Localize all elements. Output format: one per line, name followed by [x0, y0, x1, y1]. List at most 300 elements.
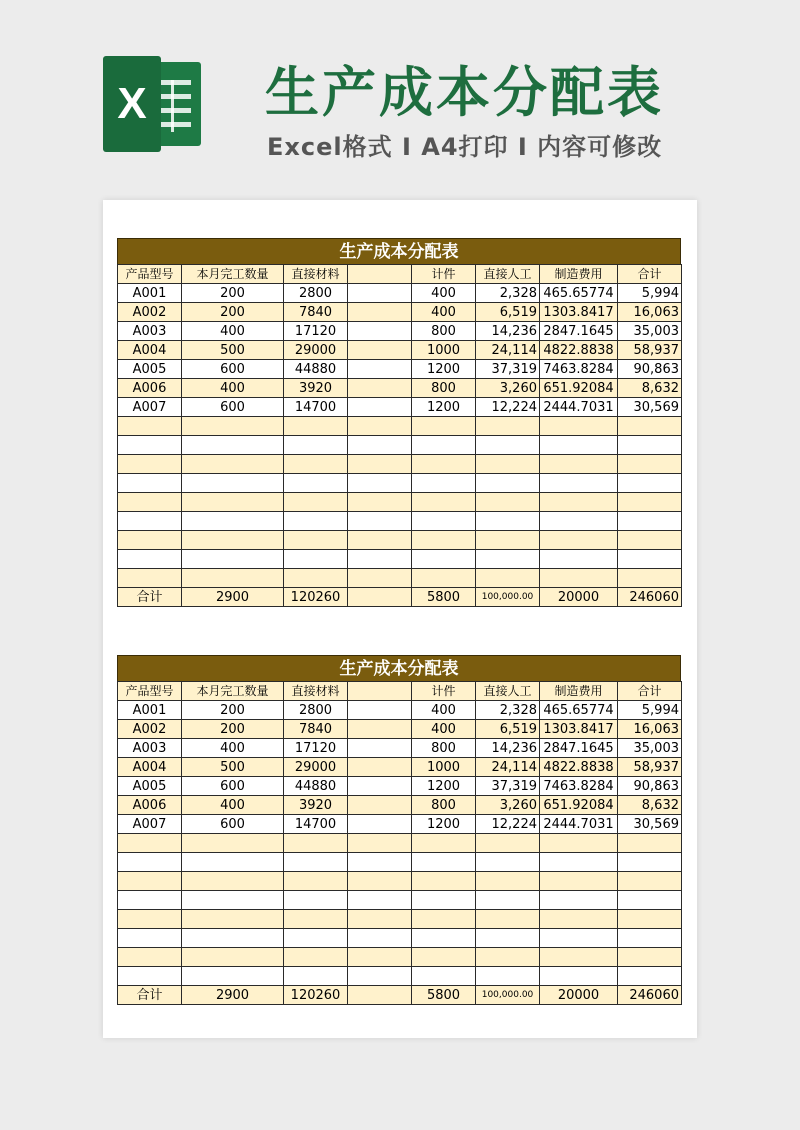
table-cell[interactable]	[348, 455, 412, 474]
table-cell[interactable]	[348, 322, 412, 341]
table-cell[interactable]: 合计	[118, 986, 182, 1005]
table-cell[interactable]	[476, 436, 540, 455]
table-cell[interactable]	[284, 455, 348, 474]
table-cell[interactable]: 90,863	[618, 777, 682, 796]
table-cell[interactable]	[476, 550, 540, 569]
table-cell[interactable]: 1200	[412, 777, 476, 796]
table-cell[interactable]: A002	[118, 303, 182, 322]
table-cell[interactable]	[348, 834, 412, 853]
table-row-empty	[118, 872, 682, 891]
table-cell[interactable]: 400	[412, 284, 476, 303]
table-cell[interactable]: 29000	[284, 341, 348, 360]
table-cell[interactable]	[540, 512, 618, 531]
table-cell[interactable]	[618, 474, 682, 493]
table-cell[interactable]	[618, 948, 682, 967]
table-cell[interactable]	[348, 398, 412, 417]
table-cell[interactable]: A003	[118, 322, 182, 341]
table-cell[interactable]	[618, 891, 682, 910]
table-cell[interactable]	[476, 910, 540, 929]
table-cell[interactable]: 651.92084	[540, 796, 618, 815]
table-cell[interactable]: 直接人工	[476, 265, 540, 284]
table-cell[interactable]: 7840	[284, 720, 348, 739]
table-cell[interactable]: 1200	[412, 398, 476, 417]
table-cell[interactable]: 44880	[284, 360, 348, 379]
table-cell[interactable]	[476, 569, 540, 588]
table-row-empty	[118, 891, 682, 910]
table-cell[interactable]: 465.65774	[540, 701, 618, 720]
table-row-empty	[118, 948, 682, 967]
table-cell[interactable]: 200	[182, 720, 284, 739]
table-cell[interactable]	[618, 417, 682, 436]
table-cell[interactable]	[182, 872, 284, 891]
table-cell[interactable]	[284, 512, 348, 531]
table-cell[interactable]: 800	[412, 739, 476, 758]
table-cell[interactable]	[118, 436, 182, 455]
excel-x-badge: X	[103, 56, 161, 152]
table-cell[interactable]	[118, 967, 182, 986]
table-cell[interactable]	[348, 474, 412, 493]
table-cell[interactable]	[182, 891, 284, 910]
table-cell[interactable]	[618, 967, 682, 986]
table-cell[interactable]	[284, 853, 348, 872]
table-cell[interactable]	[540, 910, 618, 929]
table-cell[interactable]	[618, 929, 682, 948]
table-cell[interactable]: 合计	[618, 265, 682, 284]
table-cell[interactable]: 直接材料	[284, 265, 348, 284]
table-cell[interactable]	[182, 569, 284, 588]
table-cell[interactable]: 3920	[284, 379, 348, 398]
table-cell[interactable]: 246060	[618, 986, 682, 1005]
table-cell[interactable]	[476, 853, 540, 872]
table-cell[interactable]: 制造费用	[540, 265, 618, 284]
table-cell[interactable]: 44880	[284, 777, 348, 796]
table-cell[interactable]	[284, 550, 348, 569]
table-cell[interactable]: 37,319	[476, 777, 540, 796]
table-cell[interactable]	[284, 436, 348, 455]
table-cell[interactable]	[348, 588, 412, 607]
table-cell[interactable]	[540, 550, 618, 569]
table-cell[interactable]	[348, 777, 412, 796]
table-cell[interactable]	[348, 265, 412, 284]
table-cell[interactable]	[540, 834, 618, 853]
table-cell[interactable]	[348, 758, 412, 777]
table-cell[interactable]	[348, 493, 412, 512]
table-cell[interactable]	[284, 948, 348, 967]
table-cell[interactable]: 17120	[284, 739, 348, 758]
table-cell[interactable]	[618, 910, 682, 929]
table-cell[interactable]: 4822.8838	[540, 341, 618, 360]
table-cell[interactable]	[412, 967, 476, 986]
table-cell[interactable]	[412, 853, 476, 872]
table-cell[interactable]: 合计	[118, 588, 182, 607]
table-cell[interactable]	[348, 379, 412, 398]
table-cell[interactable]: 30,569	[618, 398, 682, 417]
table-cell[interactable]	[284, 569, 348, 588]
table-cell[interactable]: 200	[182, 303, 284, 322]
table-cell[interactable]: 14,236	[476, 322, 540, 341]
table-cell[interactable]	[348, 910, 412, 929]
table-cell[interactable]: 35,003	[618, 322, 682, 341]
table-cell[interactable]	[348, 303, 412, 322]
table-cell[interactable]: 651.92084	[540, 379, 618, 398]
table-cell[interactable]	[284, 417, 348, 436]
table-cell[interactable]: 800	[412, 379, 476, 398]
table-cell[interactable]	[476, 834, 540, 853]
table-cell[interactable]	[412, 910, 476, 929]
table-cell[interactable]	[618, 853, 682, 872]
table-cell[interactable]	[118, 550, 182, 569]
table-cell[interactable]: 6,519	[476, 720, 540, 739]
table-cell[interactable]: 7463.8284	[540, 777, 618, 796]
table-cell[interactable]	[618, 512, 682, 531]
table-cell[interactable]: 12,224	[476, 815, 540, 834]
table-cell[interactable]: A001	[118, 701, 182, 720]
table-cell[interactable]: 计件	[412, 682, 476, 701]
table-cell[interactable]: 100,000.00	[476, 588, 540, 607]
table-cell[interactable]	[118, 417, 182, 436]
table-cell[interactable]: 1303.8417	[540, 303, 618, 322]
table-cell[interactable]	[476, 455, 540, 474]
table-cell[interactable]	[412, 531, 476, 550]
table-cell[interactable]: 29000	[284, 758, 348, 777]
table-cell[interactable]: 246060	[618, 588, 682, 607]
table-cell[interactable]	[348, 815, 412, 834]
page-title: 生产成本分配表	[265, 61, 664, 124]
table-cell[interactable]: 500	[182, 758, 284, 777]
table-cell[interactable]	[476, 531, 540, 550]
table-cell[interactable]	[348, 284, 412, 303]
table-cell[interactable]: 30,569	[618, 815, 682, 834]
table-cell[interactable]	[348, 682, 412, 701]
table-cell[interactable]	[618, 531, 682, 550]
table-cell[interactable]	[118, 493, 182, 512]
table-cell[interactable]: 16,063	[618, 720, 682, 739]
table-cell[interactable]: A007	[118, 815, 182, 834]
table-cell[interactable]	[540, 967, 618, 986]
table-cell[interactable]	[412, 569, 476, 588]
table-cell[interactable]: 12,224	[476, 398, 540, 417]
table-cell[interactable]: 465.65774	[540, 284, 618, 303]
table-row	[118, 341, 682, 360]
table-cell[interactable]	[118, 569, 182, 588]
table-cell[interactable]	[284, 872, 348, 891]
table-cell[interactable]: 2444.7031	[540, 815, 618, 834]
table-header-row	[118, 265, 682, 284]
table-row-empty	[118, 853, 682, 872]
table-cell[interactable]	[540, 569, 618, 588]
table-cell[interactable]: 24,114	[476, 758, 540, 777]
table-cell[interactable]: 800	[412, 322, 476, 341]
cost-table-2	[117, 655, 681, 1005]
table-cell[interactable]	[118, 474, 182, 493]
table-cell[interactable]	[182, 493, 284, 512]
table-cell[interactable]	[412, 834, 476, 853]
table-cell[interactable]: 产品型号	[118, 265, 182, 284]
table-cell[interactable]: 58,937	[618, 758, 682, 777]
table-cell[interactable]	[476, 967, 540, 986]
table-cell[interactable]	[348, 436, 412, 455]
table-cell[interactable]	[348, 701, 412, 720]
table-cell[interactable]	[348, 967, 412, 986]
table-cell[interactable]	[412, 891, 476, 910]
table-cell[interactable]	[540, 493, 618, 512]
table-cell[interactable]: 14700	[284, 815, 348, 834]
table-cell[interactable]: 2900	[182, 986, 284, 1005]
table-cell[interactable]: A004	[118, 758, 182, 777]
table-cell[interactable]	[618, 455, 682, 474]
table-cell[interactable]	[284, 891, 348, 910]
table-cell[interactable]	[182, 929, 284, 948]
table-cell[interactable]: A006	[118, 796, 182, 815]
table-cell[interactable]	[618, 834, 682, 853]
table-cell[interactable]: 5800	[412, 588, 476, 607]
table-cell[interactable]: 3920	[284, 796, 348, 815]
table-cell[interactable]	[540, 853, 618, 872]
table-cell[interactable]: 直接材料	[284, 682, 348, 701]
table-cell[interactable]: 17120	[284, 322, 348, 341]
table-cell[interactable]	[618, 569, 682, 588]
table-cell[interactable]	[348, 948, 412, 967]
table-cell[interactable]: 2,328	[476, 284, 540, 303]
table-cell[interactable]: 600	[182, 815, 284, 834]
table-cell[interactable]: 400	[182, 796, 284, 815]
table-cell[interactable]	[476, 512, 540, 531]
table-cell[interactable]	[348, 891, 412, 910]
table-cell[interactable]: 120260	[284, 588, 348, 607]
table-cell[interactable]: 2847.1645	[540, 739, 618, 758]
table-cell[interactable]	[348, 417, 412, 436]
table-row	[118, 739, 682, 758]
table-cell[interactable]: 直接人工	[476, 682, 540, 701]
table-cell[interactable]	[182, 948, 284, 967]
table-cell[interactable]	[348, 929, 412, 948]
table-cell[interactable]: A001	[118, 284, 182, 303]
table-cell[interactable]	[412, 872, 476, 891]
table-cell[interactable]	[182, 853, 284, 872]
table-cell[interactable]: 14,236	[476, 739, 540, 758]
table-cell[interactable]	[348, 512, 412, 531]
table-cell[interactable]	[284, 967, 348, 986]
table-cell[interactable]: A006	[118, 379, 182, 398]
table-cell[interactable]	[412, 474, 476, 493]
table-cell[interactable]: 1200	[412, 360, 476, 379]
table-cell[interactable]	[118, 455, 182, 474]
table-cell[interactable]	[182, 531, 284, 550]
table-cell[interactable]	[476, 929, 540, 948]
table-row-empty	[118, 910, 682, 929]
table-row-empty	[118, 493, 682, 512]
table-row	[118, 758, 682, 777]
table-cell[interactable]	[540, 872, 618, 891]
table-cell[interactable]	[118, 512, 182, 531]
table-cell[interactable]	[540, 891, 618, 910]
table-cell[interactable]	[348, 531, 412, 550]
table-cell[interactable]	[284, 929, 348, 948]
table-row	[118, 720, 682, 739]
table-cell[interactable]	[118, 853, 182, 872]
table-cell[interactable]: 400	[182, 379, 284, 398]
table-cell[interactable]	[476, 948, 540, 967]
table-cell[interactable]	[540, 417, 618, 436]
table-cell[interactable]: A003	[118, 739, 182, 758]
table-cell[interactable]	[348, 720, 412, 739]
table-cell[interactable]: A005	[118, 777, 182, 796]
table-cell[interactable]: 400	[412, 303, 476, 322]
table-cell[interactable]: 58,937	[618, 341, 682, 360]
table-cell[interactable]: 5800	[412, 986, 476, 1005]
table-cell[interactable]	[540, 474, 618, 493]
table-cell[interactable]	[348, 853, 412, 872]
table-cell[interactable]: 2,328	[476, 701, 540, 720]
table-row-empty	[118, 550, 682, 569]
table-cell[interactable]	[348, 796, 412, 815]
table-cell[interactable]: 1000	[412, 758, 476, 777]
table-cell[interactable]	[476, 417, 540, 436]
table-cell[interactable]: 产品型号	[118, 682, 182, 701]
table-cell[interactable]	[476, 474, 540, 493]
table-cell[interactable]: 1000	[412, 341, 476, 360]
table-cell[interactable]	[182, 910, 284, 929]
table-cell[interactable]: 37,319	[476, 360, 540, 379]
table-cell[interactable]	[118, 531, 182, 550]
table-cell[interactable]	[182, 834, 284, 853]
table-cell[interactable]: 400	[182, 739, 284, 758]
table-cell[interactable]: 2444.7031	[540, 398, 618, 417]
table-cell[interactable]: 合计	[618, 682, 682, 701]
table-cell[interactable]: 200	[182, 701, 284, 720]
table-cell[interactable]: A002	[118, 720, 182, 739]
table-cell[interactable]: 800	[412, 796, 476, 815]
table-cell[interactable]	[284, 493, 348, 512]
table-cell[interactable]: 8,632	[618, 796, 682, 815]
table-cell[interactable]	[412, 948, 476, 967]
table-cell[interactable]: 200	[182, 284, 284, 303]
table-cell[interactable]: 7463.8284	[540, 360, 618, 379]
table-cell[interactable]	[348, 550, 412, 569]
table-cell[interactable]	[182, 512, 284, 531]
table-cell[interactable]	[182, 550, 284, 569]
table-cell[interactable]: 计件	[412, 265, 476, 284]
table-cell[interactable]: 16,063	[618, 303, 682, 322]
table-cell[interactable]: 400	[182, 322, 284, 341]
table-cell[interactable]	[618, 872, 682, 891]
table-cell[interactable]	[412, 512, 476, 531]
table-cell[interactable]: A004	[118, 341, 182, 360]
table-cell[interactable]	[118, 834, 182, 853]
table-cell[interactable]	[348, 872, 412, 891]
table-cell[interactable]: 6,519	[476, 303, 540, 322]
table-cell[interactable]: 20000	[540, 986, 618, 1005]
table-cell[interactable]: 14700	[284, 398, 348, 417]
table-cell[interactable]	[540, 531, 618, 550]
table-cell[interactable]: 制造费用	[540, 682, 618, 701]
table-row	[118, 360, 682, 379]
table-cell[interactable]	[182, 436, 284, 455]
table-cell[interactable]	[118, 929, 182, 948]
table-cell[interactable]	[348, 569, 412, 588]
table-cell[interactable]	[118, 891, 182, 910]
cost-grid	[117, 264, 682, 607]
table-cell[interactable]: 4822.8838	[540, 758, 618, 777]
table-cell[interactable]	[412, 493, 476, 512]
table-cell[interactable]	[540, 436, 618, 455]
table-cell[interactable]	[412, 550, 476, 569]
table-cell[interactable]: 400	[412, 701, 476, 720]
table-cell[interactable]: 600	[182, 777, 284, 796]
table-cell[interactable]: 8,632	[618, 379, 682, 398]
table-cell[interactable]	[476, 891, 540, 910]
table-cell[interactable]	[618, 436, 682, 455]
table-cell[interactable]: 500	[182, 341, 284, 360]
table-cell[interactable]	[118, 910, 182, 929]
table-cell[interactable]	[284, 531, 348, 550]
table-cell[interactable]: 3,260	[476, 379, 540, 398]
table-cell[interactable]: 2800	[284, 284, 348, 303]
table-cell[interactable]: 2800	[284, 701, 348, 720]
table-cell[interactable]: 35,003	[618, 739, 682, 758]
table-cell[interactable]: A007	[118, 398, 182, 417]
table-cell[interactable]: 120260	[284, 986, 348, 1005]
table-cell[interactable]: 5,994	[618, 284, 682, 303]
table-cell[interactable]	[348, 341, 412, 360]
table-cell[interactable]	[540, 948, 618, 967]
table-cell[interactable]: 2900	[182, 588, 284, 607]
table-cell[interactable]: 本月完工数量	[182, 682, 284, 701]
table-cell[interactable]	[182, 417, 284, 436]
table-cell[interactable]	[618, 493, 682, 512]
table-cell[interactable]	[182, 474, 284, 493]
table-cell[interactable]	[412, 929, 476, 948]
table-cell[interactable]: 2847.1645	[540, 322, 618, 341]
table-cell[interactable]	[412, 436, 476, 455]
table-cell[interactable]	[540, 455, 618, 474]
table-cell[interactable]: 20000	[540, 588, 618, 607]
table-cell[interactable]: 600	[182, 398, 284, 417]
table-cell[interactable]	[476, 493, 540, 512]
table-cell[interactable]	[476, 872, 540, 891]
table-cell[interactable]: 1200	[412, 815, 476, 834]
table-cell[interactable]: 24,114	[476, 341, 540, 360]
table-cell[interactable]: 400	[412, 720, 476, 739]
table-cell[interactable]	[284, 834, 348, 853]
table-row	[118, 284, 682, 303]
table-cell[interactable]: A005	[118, 360, 182, 379]
table-cell[interactable]	[540, 929, 618, 948]
table-cell[interactable]	[182, 967, 284, 986]
table-cell[interactable]: 90,863	[618, 360, 682, 379]
table-cell[interactable]: 1303.8417	[540, 720, 618, 739]
table-cell[interactable]	[182, 455, 284, 474]
table-row-empty	[118, 531, 682, 550]
table-row	[118, 796, 682, 815]
table-cell[interactable]	[412, 455, 476, 474]
table-cell[interactable]	[284, 910, 348, 929]
table-cell[interactable]: 7840	[284, 303, 348, 322]
table-cell[interactable]	[348, 986, 412, 1005]
table-cell[interactable]	[118, 948, 182, 967]
table-cell[interactable]: 100,000.00	[476, 986, 540, 1005]
table-cell[interactable]	[412, 417, 476, 436]
table-cell[interactable]	[118, 872, 182, 891]
table-cell[interactable]	[348, 360, 412, 379]
table-cell[interactable]: 600	[182, 360, 284, 379]
table-cell[interactable]: 5,994	[618, 701, 682, 720]
table-cell[interactable]	[284, 474, 348, 493]
table-cell[interactable]: 3,260	[476, 796, 540, 815]
table-cell[interactable]	[618, 550, 682, 569]
table-cell[interactable]: 本月完工数量	[182, 265, 284, 284]
table-cell[interactable]	[348, 739, 412, 758]
